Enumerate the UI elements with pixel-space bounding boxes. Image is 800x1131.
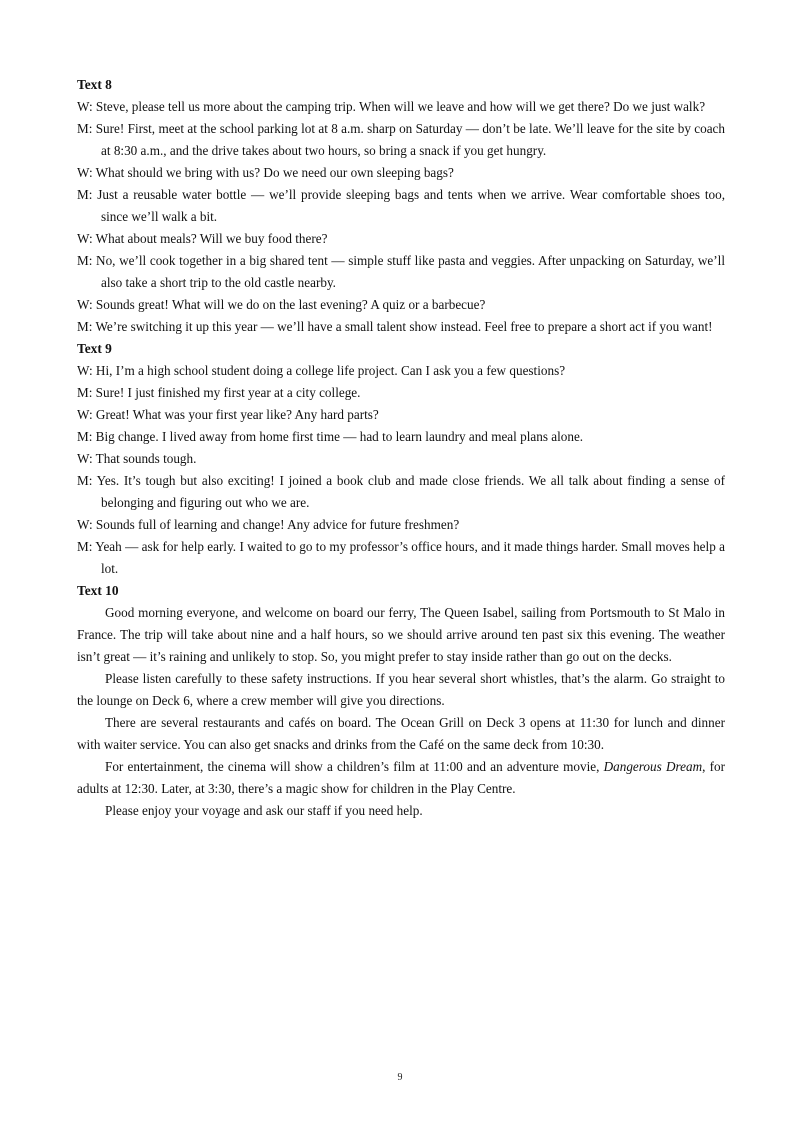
- dialogue-line: W: Steve, please tell us more about the camping trip. When will we leave and how will we get there? Do we just walk?: [77, 99, 706, 114]
- dialogue-line: W: Hi, I’m a high school student doing a college life project. Can I ask you a few questions?: [77, 363, 566, 378]
- monologue-paragraph: Please listen carefully to these safety instructions. If you hear several short whistles, that’s the alarm. Go straight to the lounge on Deck 6, where a crew member will give you directions.: [77, 671, 725, 708]
- dialogue-line: W: Great! What was your first year like? Any hard parts?: [77, 407, 379, 422]
- movie-title: Dangerous Dream: [603, 759, 703, 774]
- monologue-paragraph: Good morning everyone, and welcome on board our ferry, The Queen Isabel, sailing from Portsmouth to St Malo in France. The trip will take about nine and a half hours, so we should arrive around ten past six this evening. The weather isn’t great — it’s raining and unlikely to stop. So, you might prefer to stay inside rather than go out on the decks.: [77, 605, 725, 664]
- dialogue-line: M: Yeah — ask for help early. I waited to go to my professor’s office hours, and it made things harder. Small moves help a lot.: [77, 539, 725, 576]
- dialogue-line: M: No, we’ll cook together in a big shared tent — simple stuff like pasta and veggies. After unpacking on Saturday, we’ll also take a short trip to the old castle nearby.: [77, 253, 725, 290]
- entertainment-paragraph: [77, 756, 725, 800]
- text-10-section: [77, 580, 725, 822]
- document-page: [77, 74, 725, 822]
- section-heading-text-9: Text 9: [77, 341, 112, 356]
- closing-paragraph: Please enjoy your voyage and ask our staff if you need help.: [105, 803, 423, 818]
- page-number: 9: [397, 1072, 403, 1083]
- dialogue-line: W: That sounds tough.: [77, 451, 197, 466]
- entertainment-text-after: , for adults at 12:30. Later, at 3:30, there’s a magic show for children in the Play Centre.: [77, 759, 725, 796]
- dialogue-line: M: Big change. I lived away from home first time — had to learn laundry and meal plans alone.: [77, 429, 584, 444]
- dialogue-line: M: Yes. It’s tough but also exciting! I joined a book club and made close friends. We all talk about finding a sense of belonging and figuring out who we are.: [77, 473, 725, 510]
- text-8-section: [77, 74, 725, 338]
- dialogue-line: W: What should we bring with us? Do we need our own sleeping bags?: [77, 165, 454, 180]
- section-heading-text-8: Text 8: [77, 77, 112, 92]
- monologue-paragraph: There are several restaurants and cafés on board. The Ocean Grill on Deck 3 opens at 11:30 for lunch and dinner with waiter service. You can also get snacks and drinks from the Café on the same deck from 10:30.: [77, 715, 725, 752]
- dialogue-line: W: What about meals? Will we buy food there?: [77, 231, 328, 246]
- dialogue-line: W: Sounds full of learning and change! Any advice for future freshmen?: [77, 517, 460, 532]
- entertainment-text-before: For entertainment, the cinema will show a children’s film at 11:00 and an adventure movie,: [105, 759, 604, 774]
- section-heading-text-10: Text 10: [77, 583, 119, 598]
- dialogue-line: M: Sure! First, meet at the school parking lot at 8 a.m. sharp on Saturday — don’t be late. We’ll leave for the site by coach at 8:30 a.m., and the drive takes about two hours, so bring a snack if you get hungry.: [77, 121, 725, 158]
- dialogue-line: M: Sure! I just finished my first year at a city college.: [77, 385, 361, 400]
- dialogue-line: M: We’re switching it up this year — we’ll have a small talent show instead. Feel free to prepare a short act if you want!: [77, 319, 713, 334]
- dialogue-line: W: Sounds great! What will we do on the last evening? A quiz or a barbecue?: [77, 297, 486, 312]
- text-9-section: [77, 338, 725, 580]
- dialogue-line: M: Just a reusable water bottle — we’ll provide sleeping bags and tents when we arrive. Wear comfortable shoes too, since we’ll walk a bit.: [77, 187, 725, 224]
